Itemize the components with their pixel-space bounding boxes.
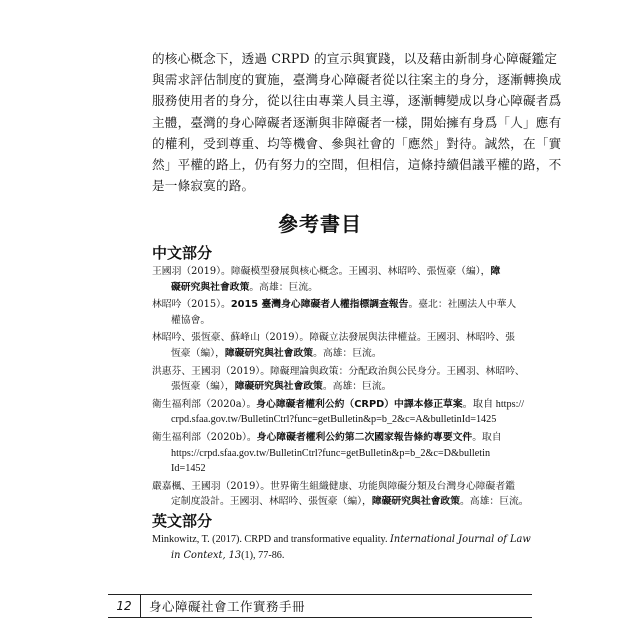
- reference-text: 。高雄：巨流。: [249, 281, 318, 293]
- reference-text: 。高雄：巨流。: [460, 496, 529, 508]
- reference-line: [152, 346, 504, 362]
- reference-line: [152, 532, 531, 548]
- references-heading: 參考書目: [278, 212, 362, 236]
- page-footer: [108, 594, 532, 618]
- reference-line: [152, 280, 504, 296]
- reference-line: [152, 264, 504, 280]
- reference-line: [152, 364, 525, 380]
- reference-entry: [152, 264, 504, 295]
- book-title: 身心障礙社會工作實務手冊: [149, 599, 306, 614]
- reference-text: 衛生福利部（2020a）。: [152, 398, 257, 410]
- reference-text: 。取自 https://: [462, 398, 525, 410]
- paragraph-line: 是一條寂寞的路。: [152, 178, 255, 194]
- paragraph-line: 服務使用者的身分，從以往由專業人員主導，逐漸轉變成以身心障礙者爲: [152, 93, 562, 109]
- reference-journal: International Journal of Law: [390, 534, 531, 545]
- reference-text: 。取自: [472, 431, 502, 443]
- reference-entry: [152, 479, 529, 510]
- paragraph-line: 與需求評估制度的實施，臺灣身心障礙者從以往案主的身分，逐漸轉換成: [152, 72, 562, 88]
- reference-text: 衛生福利部（2020b）。: [152, 431, 257, 443]
- reference-text: 。臺北：社團法人中華人: [408, 299, 517, 311]
- paragraph-line: 的核心概念下，透過 CRPD 的宣示與實踐，以及藉由新制身心障礙鑑定: [152, 51, 558, 66]
- reference-title: 障礙研究與社會政策: [371, 496, 461, 508]
- reference-title: 身心障礙者權利公約（CRPD）中譯本修正草案: [256, 398, 463, 410]
- reference-line: [152, 412, 504, 428]
- reference-line: [152, 313, 504, 329]
- reference-text: 張恆豪（編），: [171, 381, 235, 393]
- reference-line: [152, 297, 517, 313]
- reference-line: [152, 379, 504, 395]
- reference-entry: [152, 532, 531, 563]
- reference-title: 障礙研究與社會政策: [224, 347, 314, 359]
- reference-entry: [152, 330, 515, 361]
- reference-title: 障礙研究與社會政策: [234, 381, 323, 393]
- reference-text: crpd.sfaa.gov.tw/BulletinCtrl?func=getBulletin&p=b_2&c=A&bulletinId=1425: [171, 414, 497, 426]
- reference-line: [152, 397, 525, 413]
- closing-paragraph: [152, 48, 562, 196]
- reference-text: Minkowitz, T. (2017). CRPD and transformative equality.: [152, 534, 391, 545]
- reference-text: 恆豪（編），: [171, 347, 225, 359]
- chinese-section-heading: 中文部分: [152, 244, 213, 262]
- reference-entry: [152, 430, 504, 477]
- reference-text: 林昭吟、張恆豪、蘇峰山（2019）。障礙立法發展與法律權益。王國羽、林昭吟、張: [152, 332, 515, 344]
- english-section-heading: 英文部分: [152, 512, 213, 530]
- reference-line: [152, 330, 515, 346]
- reference-text: 定制度設計。王國羽、林昭吟、張恆豪（編），: [171, 496, 372, 508]
- paragraph-line: 的權利，受到尊重、均等機會、參與社會的「應然」對待。誠然，在「實: [152, 135, 562, 151]
- reference-line: [152, 548, 504, 564]
- reference-text: 。高雄：巨流。: [313, 347, 382, 359]
- reference-text: https://crpd.sfaa.gov.tw/BulletinCtrl?func=getBulletin&p=b_2&c=D&bulletin: [171, 447, 491, 459]
- reference-title: 2015 臺灣身心障礙者人權指標調查報告: [230, 299, 409, 311]
- reference-line: [152, 479, 515, 495]
- reference-text: 權協會。: [171, 314, 211, 326]
- paragraph-line: 主體，臺灣的身心障礙者逐漸與非障礙者一樣，開始擁有身爲「人」應有: [152, 114, 562, 130]
- reference-line: [152, 494, 529, 510]
- reference-title: 障: [490, 266, 501, 277]
- reference-line: [152, 430, 504, 446]
- page-number: 12: [108, 595, 141, 617]
- reference-text: 。高雄：巨流。: [322, 381, 392, 393]
- reference-text: 洪惠芬、王國羽（2019）。障礙理論與政策：分配政治與公民身分。王國羽、林昭吟、: [152, 365, 525, 377]
- reference-entry: [152, 297, 517, 328]
- reference-text: (1), 77-86.: [241, 549, 285, 561]
- reference-line: [152, 461, 504, 477]
- reference-journal: in Context, 13: [171, 549, 242, 561]
- reference-text: 王國羽（2019）。障礙模型發展與核心概念。王國羽、林昭吟、張恆豪（編），: [152, 266, 491, 277]
- reference-line: [152, 446, 504, 462]
- english-reference-list: [152, 532, 531, 565]
- chinese-reference-list: [152, 264, 529, 512]
- reference-text: 林昭吟（2015）。: [152, 299, 231, 311]
- reference-entry: [152, 364, 525, 395]
- reference-text: Id=1452: [171, 463, 206, 475]
- reference-text: 嚴嘉楓、王國羽（2019）。世界衛生組織健康、功能與障礙分類及台灣身心障礙者鑑: [152, 480, 515, 492]
- reference-title: 礙研究與社會政策: [171, 281, 250, 293]
- reference-entry: [152, 397, 525, 428]
- reference-title: 身心障礙者權利公約第二次國家報告條約專要文件: [256, 431, 473, 443]
- paragraph-line: 然」平權的路上，仍有努力的空間，但相信，這條持續倡議平權的路，不: [152, 157, 562, 173]
